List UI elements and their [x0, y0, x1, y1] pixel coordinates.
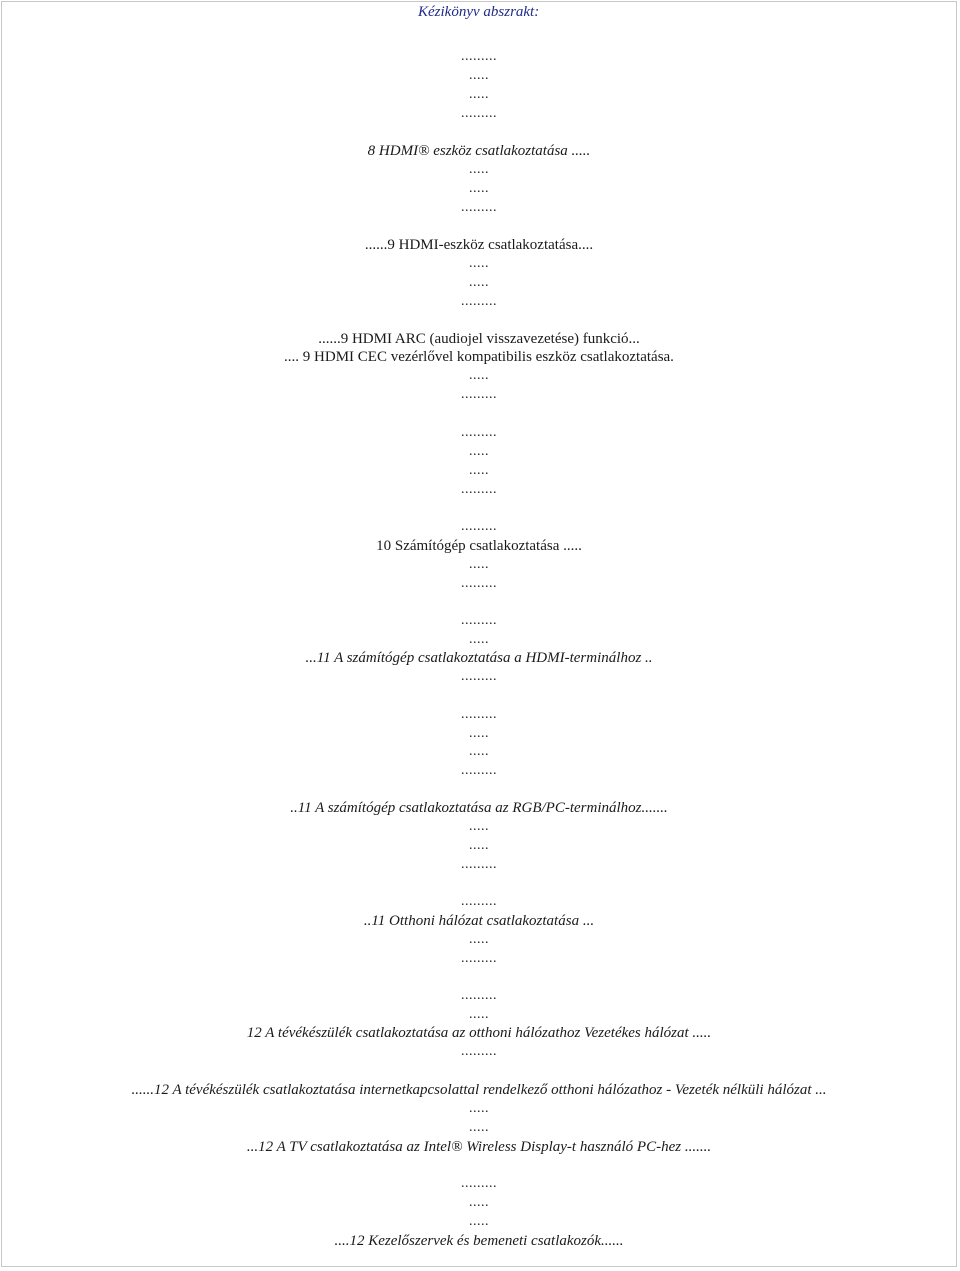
dot-leader-line: .....	[469, 87, 489, 102]
dot-leader-line: .........	[461, 951, 497, 966]
dot-leader-line: .....	[469, 744, 489, 759]
dot-leader-line: .....	[469, 1101, 489, 1116]
document-page	[1, 1, 957, 1267]
toc-entry: 12 A tévékészülék csatlakoztatása az otthoni hálózathoz Vezetékes hálózat .....	[246, 1025, 712, 1041]
dot-leader-line: .........	[461, 894, 497, 909]
dot-leader-line: .........	[461, 857, 497, 872]
toc-entry: 10 Számítógép csatlakoztatása .....	[376, 538, 582, 554]
dot-leader-line: .....	[469, 1214, 489, 1229]
dot-leader-line: .........	[461, 49, 497, 64]
dot-leader-line: .....	[469, 275, 489, 290]
toc-entry: ...12 A TV csatlakoztatása az Intel® Wireless Display-t használó PC-hez .......	[246, 1139, 712, 1155]
dot-leader-line: .........	[461, 482, 497, 497]
dot-leader-line: .....	[469, 68, 489, 83]
dot-leader-line: .....	[469, 726, 489, 741]
dot-leader-line: .....	[469, 838, 489, 853]
dot-leader-line: .....	[469, 557, 489, 572]
toc-entry: ..11 Otthoni hálózat csatlakoztatása ...	[363, 913, 595, 929]
dot-leader-line: .........	[461, 200, 497, 215]
page-title: Kézikönyv abszrakt:	[418, 4, 540, 20]
toc-entry: ....12 Kezelőszervek és bemeneti csatlakozók......	[334, 1233, 624, 1249]
dot-leader-line: .....	[469, 256, 489, 271]
dot-leader-line: .........	[461, 988, 497, 1003]
dot-leader-line: .........	[461, 707, 497, 722]
dot-leader-line: .....	[469, 463, 489, 478]
dot-leader-line: .....	[469, 1120, 489, 1135]
dot-leader-line: .........	[461, 613, 497, 628]
toc-entry: ..11 A számítógép csatlakoztatása az RGB/PC-terminálhoz.......	[290, 800, 668, 816]
dot-leader-line: .........	[461, 763, 497, 778]
toc-entry: ......12 A tévékészülék csatlakoztatása internetkapcsolattal rendelkező otthoni hálózathoz - Vezeték nélküli hálózat ...	[131, 1082, 827, 1098]
dot-leader-line: .....	[469, 819, 489, 834]
dot-leader-line: .....	[469, 162, 489, 177]
dot-leader-line: .........	[461, 387, 497, 402]
dot-leader-line: .....	[469, 368, 489, 383]
dot-leader-line: .....	[469, 932, 489, 947]
dot-leader-line: .....	[469, 1007, 489, 1022]
dot-leader-line: .........	[461, 669, 497, 684]
dot-leader-line: .........	[461, 425, 497, 440]
dot-leader-line: .....	[469, 181, 489, 196]
toc-entry: ......9 HDMI ARC (audiojel visszavezetése) funkció...	[318, 331, 640, 347]
dot-leader-line: .........	[461, 106, 497, 121]
dot-leader-line: .....	[469, 444, 489, 459]
dot-leader-line: .........	[461, 576, 497, 591]
toc-entry: 8 HDMI® eszköz csatlakoztatása .....	[367, 143, 591, 159]
toc-entry: ......9 HDMI-eszköz csatlakoztatása....	[364, 237, 594, 253]
dot-leader-line: .........	[461, 294, 497, 309]
dot-leader-line: .........	[461, 1176, 497, 1191]
dot-leader-line: .....	[469, 632, 489, 647]
dot-leader-line: .........	[461, 519, 497, 534]
toc-entry: .... 9 HDMI CEC vezérlővel kompatibilis eszköz csatlakoztatása.	[284, 349, 674, 365]
dot-leader-line: .....	[469, 1195, 489, 1210]
dot-leader-line: .........	[461, 1044, 497, 1059]
toc-entry: ...11 A számítógép csatlakoztatása a HDMI-terminálhoz ..	[305, 650, 653, 666]
